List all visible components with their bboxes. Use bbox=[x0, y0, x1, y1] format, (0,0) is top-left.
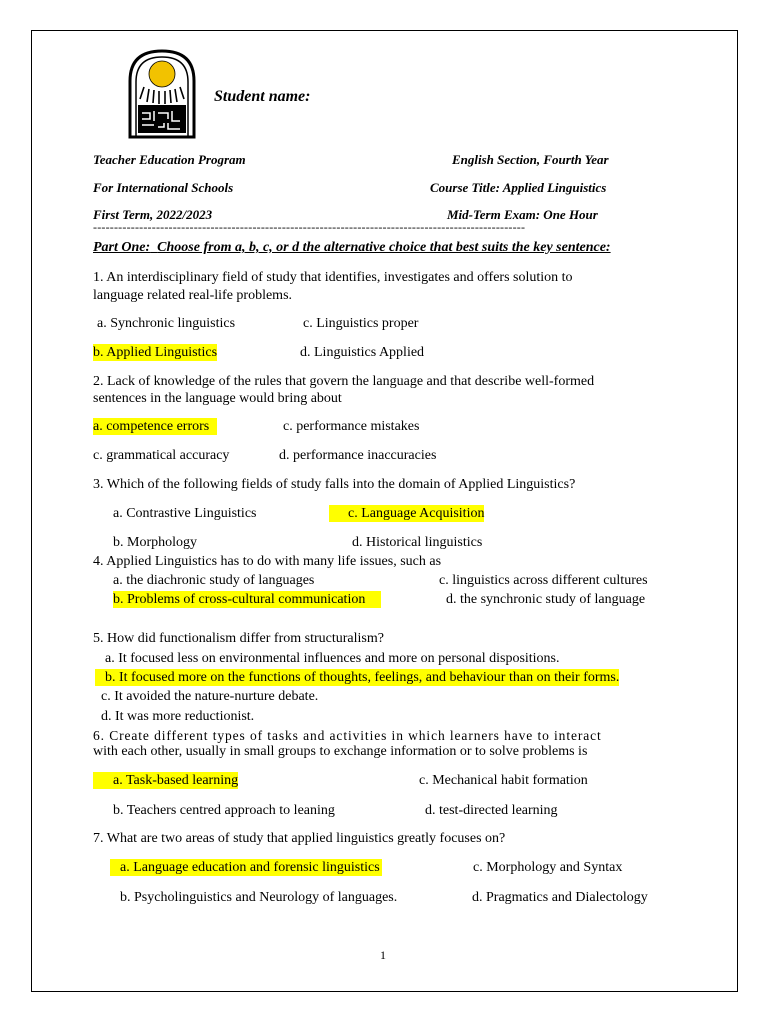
question-5-stem: 5. How did functionalism differ from structuralism? bbox=[93, 631, 384, 646]
question-2-option-d: d. performance inaccuracies bbox=[279, 448, 437, 463]
question-1-option-d: d. Linguistics Applied bbox=[300, 345, 425, 360]
question-7-option-c: c. Morphology and Syntax bbox=[473, 860, 623, 875]
question-6-option-b: b. Teachers centred approach to leaning bbox=[113, 803, 335, 818]
question-3-option-b: b. Morphology bbox=[113, 535, 197, 550]
question-6-option-d: d. test-directed learning bbox=[425, 803, 558, 818]
question-7-option-a-highlighted: a. Language education and forensic linguistics bbox=[110, 859, 382, 876]
question-6-stem-line-1: 6. Create different types of tasks and activities in which learners have to interact bbox=[93, 728, 602, 743]
question-2-stem-line-1: 2. Lack of knowledge of the rules that govern the language and that describe well-formed bbox=[93, 374, 595, 389]
question-4-option-a: a. the diachronic study of languages bbox=[113, 573, 315, 588]
section-name: English Section, Fourth Year bbox=[452, 152, 609, 167]
question-2-option-a-highlighted: a. competence errors bbox=[93, 418, 217, 435]
question-1-option-a: a. Synchronic linguistics bbox=[97, 316, 236, 331]
question-4-stem: 4. Applied Linguistics has to do with many life issues, such as bbox=[93, 554, 442, 569]
question-1-stem-line-2: language related real-life problems. bbox=[93, 288, 293, 303]
question-5-option-d: d. It was more reductionist. bbox=[101, 709, 255, 724]
question-3-option-a: a. Contrastive Linguistics bbox=[113, 506, 257, 521]
divider-line: ------------------------------------------------------------------------------------------------------- bbox=[93, 220, 526, 234]
question-3-stem: 3. Which of the following fields of study falls into the domain of Applied Linguistics? bbox=[93, 477, 576, 492]
question-7-option-d: d. Pragmatics and Dialectology bbox=[472, 890, 648, 905]
question-3-option-c-highlighted: c. Language Acquisition bbox=[329, 505, 484, 522]
question-7-option-b: b. Psycholinguistics and Neurology of languages. bbox=[120, 890, 398, 905]
exam-duration: Mid-Term Exam: One Hour bbox=[447, 207, 598, 222]
question-6-stem-line-2: with each other, usually in small groups to exchange information or to solve problems is bbox=[93, 744, 588, 759]
part-one-heading bbox=[93, 240, 611, 256]
question-2-stem-line-2: sentences in the language would bring about bbox=[93, 391, 342, 406]
term-label: First Term, 2022/2023 bbox=[93, 207, 213, 222]
student-name-label: Student name: bbox=[214, 88, 311, 105]
question-4-option-c: c. linguistics across different cultures bbox=[439, 573, 648, 588]
question-5-option-c: c. It avoided the nature-nurture debate. bbox=[101, 689, 319, 704]
question-5-option-b-highlighted: b. It focused more on the functions of thoughts, feelings, and behaviour than on their forms. bbox=[95, 669, 619, 686]
question-4-option-d: d. the synchronic study of language bbox=[446, 592, 646, 607]
question-1-stem-line-1: 1. An interdisciplinary field of study that identifies, investigates and offers solution to bbox=[93, 270, 573, 285]
question-5-option-a: a. It focused less on environmental influences and more on personal dispositions. bbox=[105, 651, 560, 666]
question-6-option-c: c. Mechanical habit formation bbox=[419, 773, 588, 788]
course-title: Course Title: Applied Linguistics bbox=[430, 180, 607, 195]
part-one-label: Part One: bbox=[93, 240, 151, 255]
page-number: 1 bbox=[380, 948, 386, 962]
question-2-option-c: c. performance mistakes bbox=[283, 419, 420, 434]
question-1-option-b-highlighted: b. Applied Linguistics bbox=[93, 345, 218, 360]
question-6-option-a-highlighted: a. Task-based learning bbox=[93, 772, 238, 789]
university-seal-icon bbox=[126, 47, 198, 139]
question-7-stem: 7. What are two areas of study that applied linguistics greatly focuses on? bbox=[93, 831, 506, 846]
question-4-option-b-highlighted: b. Problems of cross-cultural communication bbox=[113, 591, 381, 608]
question-1-option-c: c. Linguistics proper bbox=[303, 316, 419, 331]
schools-label: For International Schools bbox=[93, 180, 234, 195]
program-name: Teacher Education Program bbox=[93, 152, 246, 167]
part-one-instruction: Choose from a, b, c, or d the alternative choice that best suits the key sentence: bbox=[157, 240, 611, 255]
question-3-option-d: d. Historical linguistics bbox=[352, 535, 483, 550]
question-2-option-c-2: c. grammatical accuracy bbox=[93, 448, 230, 463]
